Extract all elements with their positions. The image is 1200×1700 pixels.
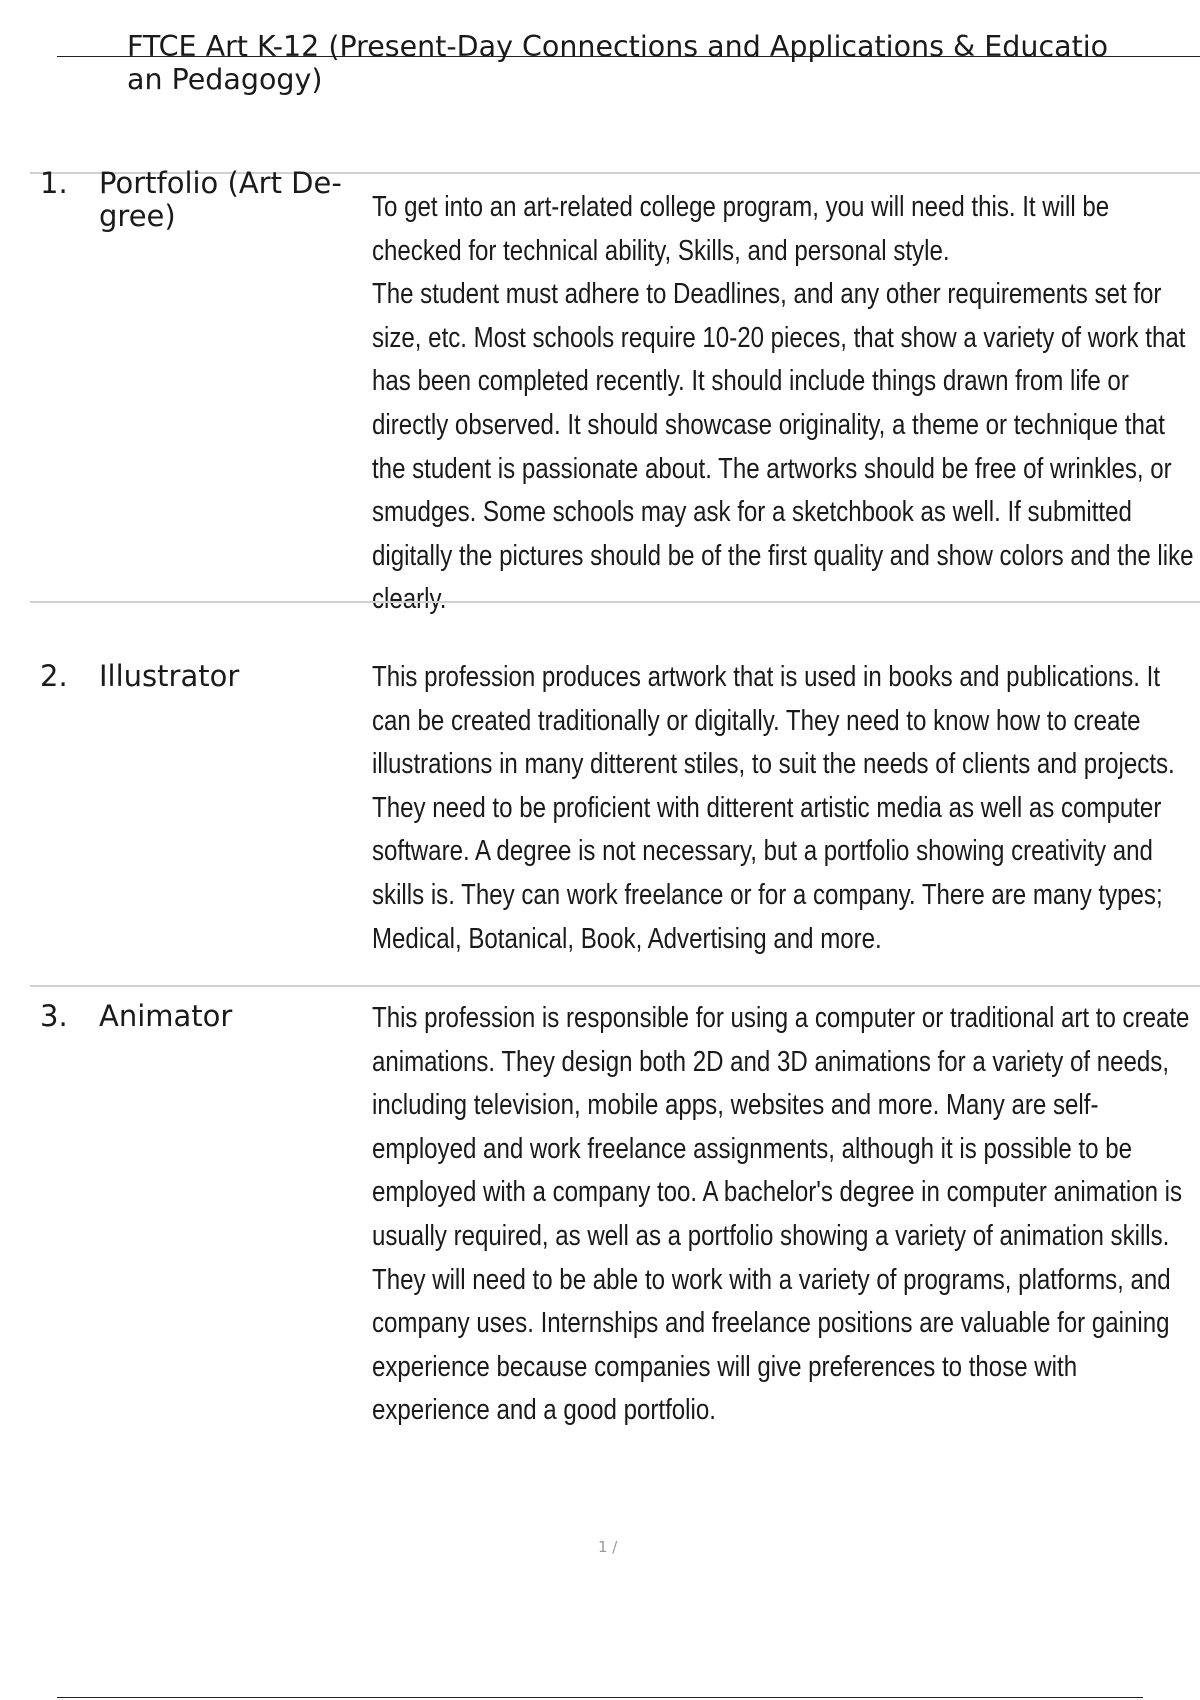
entry-number: 2. xyxy=(40,659,68,693)
entry-description-2 xyxy=(372,656,1198,961)
description-paragraph: This profession is responsible for using a computer or traditional art to create animations. They design both 2D and 3D animations for a variety of needs, including television, mobile apps, websites and more. Many are self-employed and work freelance assignments, although it is possible to be employed with a company too. A bachelor's degree in computer animation is usually required, as well as a portfolio showing a variety of animation skills. They will need to be able to work with a variety of programs, platforms, and company uses. Internships and freelance positions are valuable for gaining experience because companies will give preferences to those with experience and a good portfolio. xyxy=(372,1002,1190,1427)
entry-description-1 xyxy=(372,186,1198,622)
description-paragraph: To get into an art-related college program, you will need this. It will be checked for technical ability, Skills, and personal style. xyxy=(372,191,1110,267)
document-title-line-1: FTCE Art K-12 (Present-Day Connections and Applications & Educatio xyxy=(127,30,1109,63)
document-title xyxy=(127,30,1200,96)
description-paragraph: The student must adhere to Deadlines, and any other requirements set for size, etc. Most schools require 10-20 pieces, that show a variety of work that has been completed recently. It should include things drawn from life or directly observed. It should showcase originality, a theme or technique that the student is passionate about. The artworks should be free of wrinkles, or smudges. Some schools may ask for a sketchbook as well. If submitted digitally the pictures should be of the first quality and show colors and the like clearly. xyxy=(372,278,1194,616)
document-title-line-2: an Pedagogy) xyxy=(127,63,323,96)
footer-rule xyxy=(57,1697,1143,1698)
entry-number: 1. xyxy=(40,166,68,200)
entry-term-label: Illustrator xyxy=(99,659,240,693)
description-paragraph: This profession produces artwork that is used in books and publications. It can be created traditionally or digitally. They need to know how to create illustrations in many ditterent stiles, to suit the needs of clients and projects. They need to be proficient with ditterent artistic media as well as computer software. A degree is not necessary, but a portfolio showing creativity and skills is. They can work freelance or for a company. There are many types; Medical, Botanical, Book, Advertising and more. xyxy=(372,661,1175,955)
entry-number: 3. xyxy=(40,999,68,1033)
entry-description-3 xyxy=(372,997,1198,1433)
entry-term-label: Portfolio (Art De- gree) xyxy=(99,166,342,233)
page-number: 1 / xyxy=(598,1538,618,1556)
row-divider xyxy=(30,985,1200,987)
row-divider xyxy=(30,601,1200,603)
entry-term-label: Animator xyxy=(99,999,233,1033)
